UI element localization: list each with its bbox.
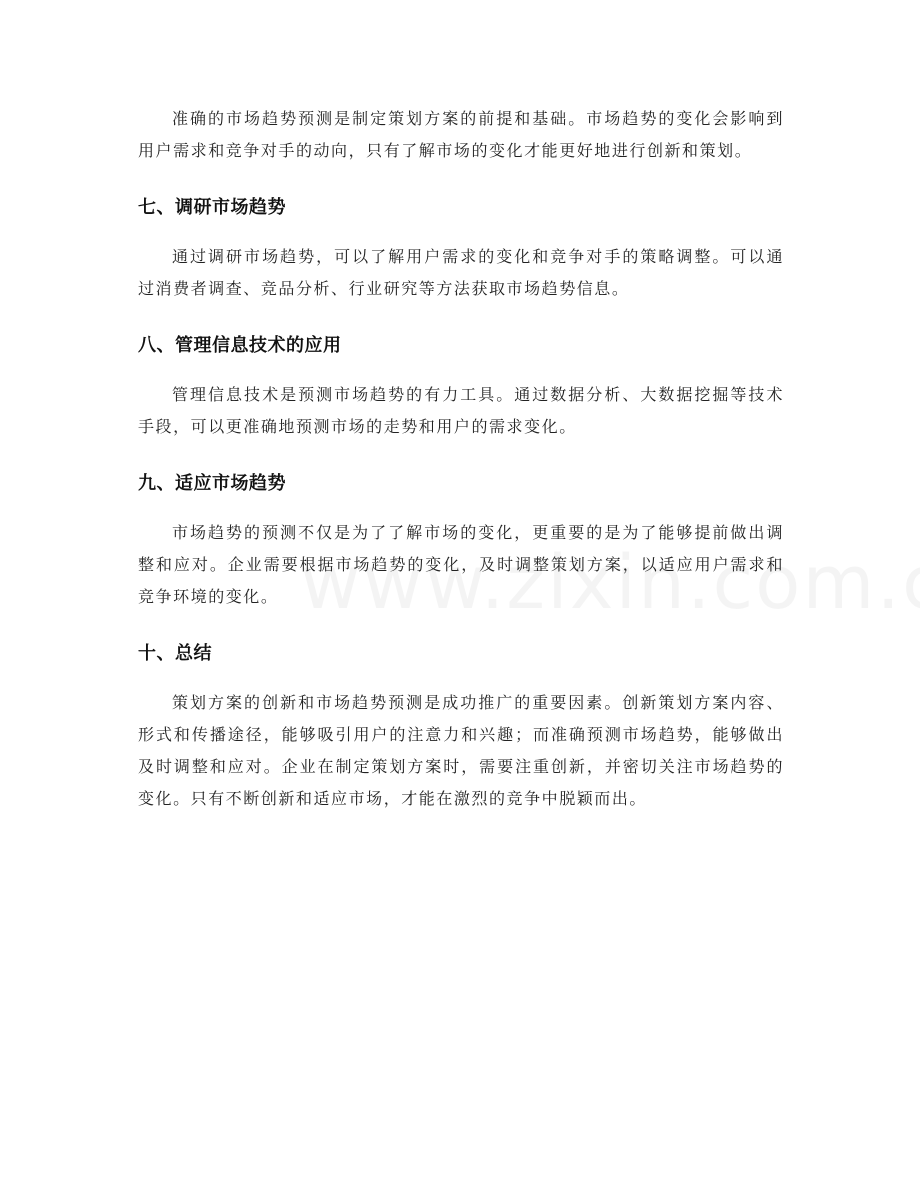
document-body bbox=[138, 103, 784, 815]
section-9-heading: 九、适应市场趋势 bbox=[138, 473, 286, 494]
section-10-paragraph: 策划方案的创新和市场趋势预测是成功推广的重要因素。创新策划方案内容、形式和传播途径，能够吸引用户的注意力和兴趣；而准确预测市场趋势，能够做出及时调整和应对。企业在制定策划方案时，需要注重创新，并密切关注市场趋势的变化。只有不断创新和适应市场，才能在激烈的竞争中脱颖而出。 bbox=[138, 693, 784, 808]
section-9-paragraph: 市场趋势的预测不仅是为了了解市场的变化，更重要的是为了能够提前做出调整和应对。企业需要根据市场趋势的变化，及时调整策划方案，以适应用户需求和竞争环境的变化。 bbox=[138, 523, 784, 606]
section-7-heading: 七、调研市场趋势 bbox=[138, 197, 286, 218]
section-8-paragraph: 管理信息技术是预测市场趋势的有力工具。通过数据分析、大数据挖掘等技术手段，可以更准确地预测市场的走势和用户的需求变化。 bbox=[138, 385, 784, 436]
section-10-heading: 十、总结 bbox=[138, 643, 212, 664]
section-7-paragraph: 通过调研市场趋势，可以了解用户需求的变化和竞争对手的策略调整。可以通过消费者调查、竞品分析、行业研究等方法获取市场趋势信息。 bbox=[138, 247, 784, 298]
section-8-heading: 八、管理信息技术的应用 bbox=[138, 335, 342, 356]
intro-paragraph: 准确的市场趋势预测是制定策划方案的前提和基础。市场趋势的变化会影响到用户需求和竞争对手的动向，只有了解市场的变化才能更好地进行创新和策划。 bbox=[138, 109, 784, 160]
